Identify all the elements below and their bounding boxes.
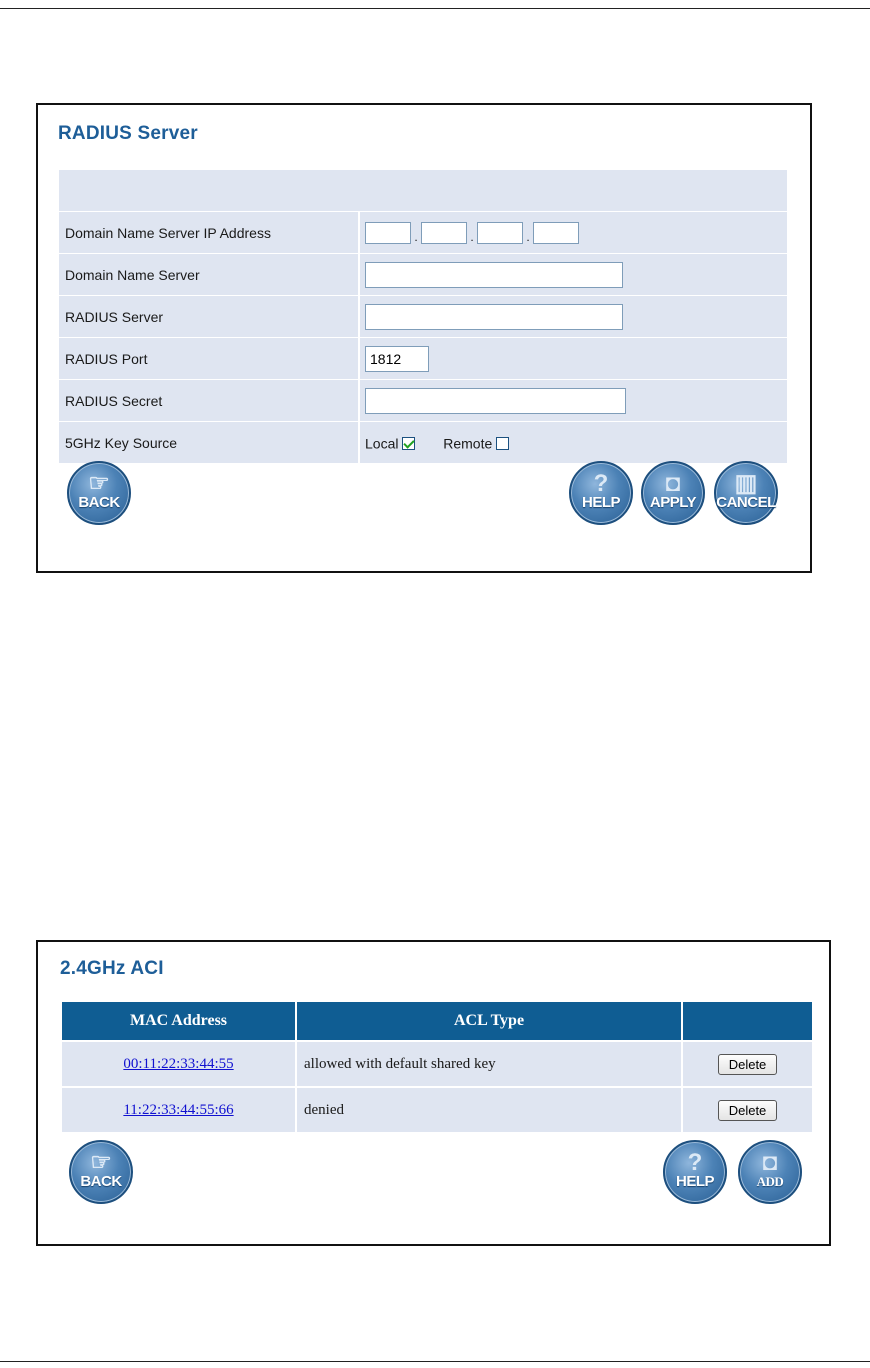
radius-secret-label: RADIUS Secret (59, 380, 359, 422)
radius-server-label: RADIUS Server (59, 296, 359, 338)
dns-ip-octet-2[interactable] (421, 222, 467, 244)
add-button-label: ADD (756, 1174, 784, 1189)
dns-row (59, 254, 787, 296)
add-button[interactable] (738, 1140, 802, 1204)
mac-link[interactable]: 00:11:22:33:44:55 (123, 1055, 234, 1072)
dns-ip-octet-4[interactable] (533, 222, 579, 244)
top-page-rule (0, 8, 870, 9)
key-source-label: 5GHz Key Source (59, 422, 359, 464)
mouse-icon: ◘ (665, 470, 681, 497)
delete-button[interactable]: Delete (718, 1054, 778, 1075)
acl-type-cell: allowed with default shared key (296, 1041, 682, 1087)
column-header-acl-type: ACL Type (296, 1002, 682, 1041)
local-checkbox[interactable] (402, 437, 415, 450)
help-button-label: HELP (581, 494, 620, 511)
cancel-button-label: CANCEL (716, 494, 776, 511)
mac-link[interactable]: 11:22:33:44:55:66 (123, 1101, 234, 1118)
apply-button[interactable] (641, 461, 705, 525)
column-header-action (682, 1002, 812, 1041)
pointing-hand-icon: ☞ (88, 470, 110, 497)
question-mark-icon: ? (687, 1149, 703, 1176)
acl-panel (36, 940, 831, 1246)
key-source-row (59, 422, 787, 464)
apply-button-label: APPLY (649, 494, 697, 511)
cancel-button[interactable] (714, 461, 778, 525)
remote-option-label: Remote (443, 435, 493, 452)
remote-checkbox[interactable] (496, 437, 509, 450)
acl-table (62, 1002, 812, 1132)
delete-button[interactable]: Delete (718, 1100, 778, 1121)
pointing-hand-icon: ☞ (90, 1149, 112, 1176)
radius-secret-input[interactable] (365, 388, 626, 414)
dns-ip-row: Domain Name Server IP Address . . . (59, 212, 787, 254)
radius-form-table (59, 170, 787, 463)
acl-panel-title: 2.4GHz ACI (60, 958, 164, 979)
bottom-page-rule (0, 1361, 870, 1362)
dns-ip-octet-3[interactable] (477, 222, 523, 244)
radius-secret-row (59, 380, 787, 422)
help-button[interactable] (569, 461, 633, 525)
table-row (62, 1041, 812, 1087)
radius-port-label: RADIUS Port (59, 338, 359, 380)
mouse-icon: ◘ (762, 1149, 778, 1176)
radius-port-row (59, 338, 787, 380)
local-option-label: Local (365, 435, 399, 452)
radius-port-input[interactable] (365, 346, 429, 372)
question-mark-icon: ? (593, 470, 609, 497)
radius-panel-title: RADIUS Server (58, 123, 198, 144)
acl-help-button-label: HELP (675, 1173, 714, 1190)
dns-ip-octet-1[interactable] (365, 222, 411, 244)
back-button-label: BACK (78, 494, 120, 511)
acl-back-button-label: BACK (80, 1173, 122, 1190)
form-header-bar (59, 170, 787, 212)
acl-type-cell: denied (296, 1087, 682, 1132)
dns-input[interactable] (365, 262, 623, 288)
dns-label: Domain Name Server (59, 254, 359, 296)
acl-back-button[interactable] (69, 1140, 133, 1204)
dns-ip-label: Domain Name Server IP Address (59, 212, 359, 254)
column-header-mac: MAC Address (62, 1002, 296, 1041)
radius-server-panel (36, 103, 812, 573)
acl-help-button[interactable] (663, 1140, 727, 1204)
back-button[interactable] (67, 461, 131, 525)
table-row (62, 1087, 812, 1132)
trash-bin-icon: ▥ (734, 470, 758, 497)
radius-server-row (59, 296, 787, 338)
radius-server-input[interactable] (365, 304, 623, 330)
